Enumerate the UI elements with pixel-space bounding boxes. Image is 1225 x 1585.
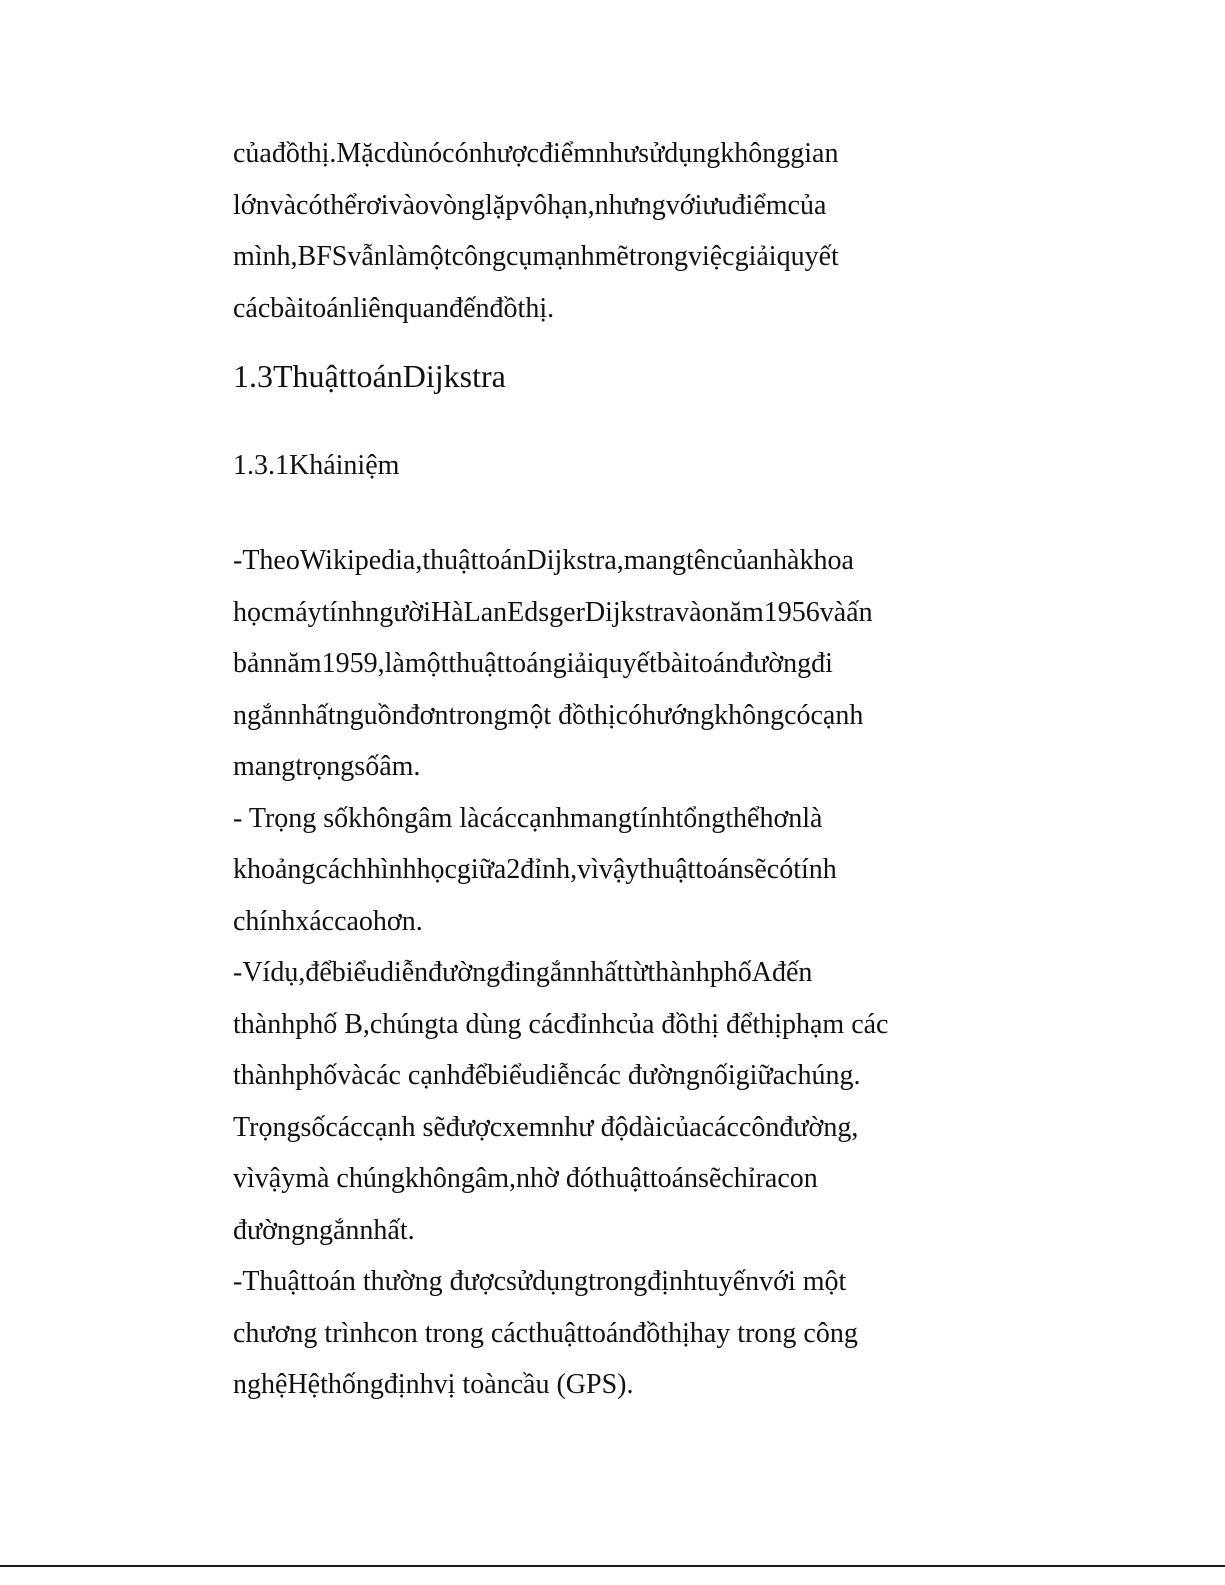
text-line: Trọngsốcáccạnh sẽđượcxemnhư độdàicủacáccônđường, <box>233 1111 859 1143</box>
section-heading: 1.3ThuậttoánDijkstra <box>233 358 506 394</box>
text-line: thànhphố B,chúngta dùng cácđỉnhcủa đồthị đểthịphạm các <box>233 1008 889 1040</box>
text-line: -TheoWikipedia,thuậttoánDijkstra,mangtêncủanhàkhoa <box>233 545 854 576</box>
text-line: thànhphốvàcác cạnhđểbiểudiễncác đườngnốigiữachúng. <box>233 1060 861 1091</box>
text-line: chương trìnhcon trong cácthuậttoánđồthịhay trong công <box>233 1317 858 1349</box>
page-bottom-rule <box>0 1565 1225 1567</box>
text-line: họcmáytínhngườiHàLanEdsgerDijkstravàonăm1956vàấn <box>233 596 873 628</box>
subsection-heading: 1.3.1Kháiniệm <box>233 450 400 481</box>
text-line: mình,BFSvẫnlàmộtcôngcụmạnhmẽtrongviệcgiảiquyết <box>233 241 839 272</box>
text-line: khoảngcáchhìnhhọcgiữa2đỉnh,vìvậythuậttoánsẽcótính <box>233 854 837 885</box>
body-paragraph <box>233 535 953 1411</box>
text-line: -Thuậttoán thường đượcsửdụngtrongđịnhtuyếnvới một <box>233 1266 847 1297</box>
text-line: mangtrọngsốâm. <box>233 751 421 782</box>
page-content <box>233 128 953 1411</box>
text-line: - Trọng sốkhôngâm làcáccạnhmangtínhtổngthểhơnlà <box>233 802 823 834</box>
intro-paragraph <box>233 128 953 334</box>
text-line: củađồthị.Mặcdùnócónhượcđiểmnhưsửdụngkhônggian <box>233 138 839 169</box>
text-line: bảnnăm1959,làmộtthuậttoángiảiquyếtbàitoánđườngđi <box>233 648 833 679</box>
text-line: -Vídụ,đểbiểudiễnđườngđingắnnhấttừthànhphốAđến <box>233 957 813 988</box>
text-line: cácbàitoánliênquanđếnđồthị. <box>233 292 555 324</box>
text-line: lớnvàcóthểrơivàovònglặpvôhạn,nhưngvớiưuđiểmcủa <box>233 189 827 221</box>
text-line: nghệHệthốngđịnhvị toàncầu (GPS). <box>233 1369 634 1400</box>
text-line: chínhxáccaohơn. <box>233 905 423 937</box>
text-line: đườngngắnnhất. <box>233 1214 415 1246</box>
text-line: vìvậymà chúngkhôngâm,nhờ đóthuậttoánsẽchỉracon <box>233 1163 818 1194</box>
text-line: ngắnnhấtnguồnđơntrongmột đồthịcóhướngkhôngcócạnh <box>233 699 864 731</box>
